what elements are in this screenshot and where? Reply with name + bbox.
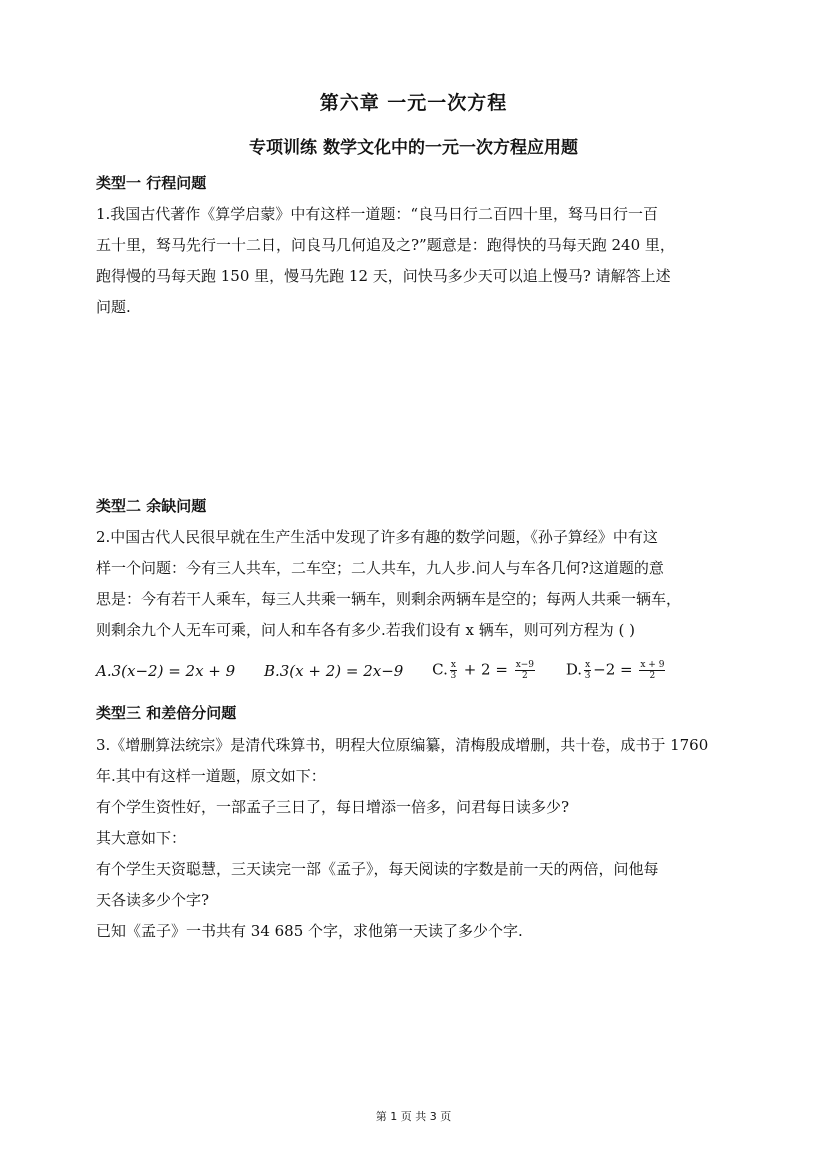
option-c-fraction-2 <box>515 660 535 681</box>
problem-1-line: 五十里，驽马先行一十二日，问良马几何追及之?”题意是：跑得快的马每天跑 240 里， <box>96 236 675 254</box>
section-heading-2: 类型二 余缺问题 <box>96 497 207 515</box>
problem-3-line: 天各读多少个字? <box>96 891 210 909</box>
problem-2 <box>96 522 744 646</box>
section-heading-1: 类型一 行程问题 <box>96 174 207 192</box>
option-c[interactable] <box>432 660 537 681</box>
problem-2-line: 2.中国古代人民很早就在生产生活中发现了许多有趣的数学问题，《孙子算经》中有这 <box>96 528 658 546</box>
page-subtitle: 专项训练 数学文化中的一元一次方程应用题 <box>249 138 578 158</box>
problem-1-line: 1.我国古代著作《算学启蒙》中有这样一道题：“良马日行二百四十里，驽马日行一百 <box>96 205 658 223</box>
problem-3-line: 已知《孟子》一书共有 34 685 个字，求他第一天读了多少个字. <box>96 922 523 940</box>
option-d-prefix: D. <box>565 660 583 679</box>
fraction-denominator: 3 <box>450 671 457 681</box>
problem-3-line: 其大意如下： <box>96 829 187 847</box>
problem-1 <box>96 199 744 323</box>
fraction-numerator: x <box>450 660 456 670</box>
option-d-fraction-2 <box>639 660 665 681</box>
chapter-title: 第六章 一元一次方程 <box>319 92 508 114</box>
option-c-middle: + 2 = <box>458 660 513 679</box>
page-number: 第 1 页 共 3 页 <box>375 1110 452 1123</box>
fraction-denominator: 2 <box>521 671 528 681</box>
problem-3-line: 有个学生资性好，一部孟子三日了，每日增添一倍多，问君每日读多少? <box>96 798 570 816</box>
problem-2-line: 思是：今有若干人乘车，每三人共乘一辆车，则剩余两辆车是空的；每两人共乘一辆车， <box>96 590 682 608</box>
option-d-middle: −2 = <box>593 660 638 679</box>
problem-3-line: 有个学生天资聪慧，三天读完一部《孟子》，每天阅读的字数是前一天的两倍，问他每 <box>96 860 659 878</box>
section-heading-3: 类型三 和差倍分问题 <box>96 704 237 722</box>
option-a-text: A.3(x−2) = 2x + 9 <box>96 661 236 680</box>
fraction-numerator: x <box>585 660 591 670</box>
option-b-text: B.3(x + 2) = 2x−9 <box>263 661 404 680</box>
option-d[interactable] <box>566 660 668 681</box>
option-d-fraction <box>584 660 591 681</box>
problem-1-line: 跑得慢的马每天跑 150 里，慢马先跑 12 天，问快马多少天可以追上慢马? 请解答上述 <box>96 267 671 285</box>
problem-3 <box>96 730 744 947</box>
problem-1-line: 问题. <box>96 298 131 316</box>
problem-2-line: 则剩余九个人无车可乘，问人和车各有多少.若我们设有 x 辆车，则可列方程为 ( ) <box>96 621 636 639</box>
answer-options <box>96 660 691 681</box>
fraction-numerator: x−9 <box>515 660 535 670</box>
option-b[interactable] <box>264 662 403 680</box>
fraction-numerator: x + 9 <box>640 660 665 670</box>
problem-3-line: 3.《增删算法统宗》是清代珠算书，明程大位原编纂，清梅殷成增删，共十卷，成书于 1760 <box>96 736 709 754</box>
option-a[interactable] <box>96 662 235 680</box>
fraction-denominator: 3 <box>584 671 591 681</box>
option-c-fraction <box>450 660 457 681</box>
fraction-denominator: 2 <box>649 671 656 681</box>
problem-3-line: 年.其中有这样一道题，原文如下： <box>96 767 326 785</box>
problem-2-line: 样一个问题：今有三人共车，二车空；二人共车，九人步.问人与车各几何?这道题的意 <box>96 559 664 577</box>
option-c-prefix: C. <box>432 660 448 679</box>
